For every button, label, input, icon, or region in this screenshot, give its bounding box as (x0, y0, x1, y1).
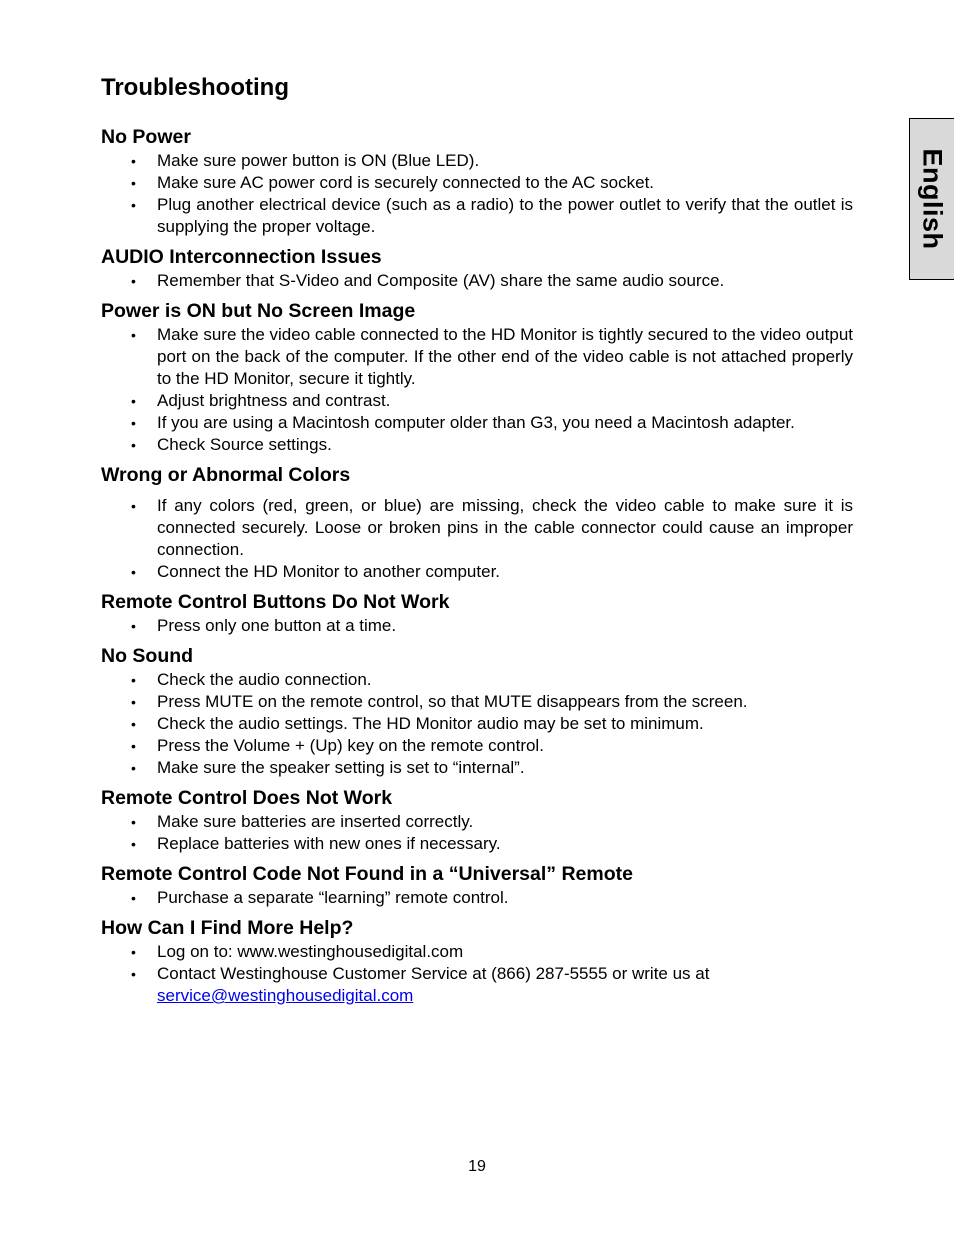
bullet-list (101, 324, 853, 456)
bullet-list (101, 150, 853, 238)
list-item: • Adjust brightness and contrast. (101, 390, 853, 412)
bullet-list (101, 270, 853, 292)
page-content (101, 72, 853, 1013)
list-item: • If any colors (red, green, or blue) are missing, check the video cable to make sure it is connected securely. Loose or broken pins in the cable connector could cause an improper connection. (101, 495, 853, 561)
list-item: • Replace batteries with new ones if necessary. (101, 833, 853, 855)
page-number: 19 (468, 1158, 486, 1175)
bullet-list (101, 495, 853, 583)
list-item: • Make sure the video cable connected to the HD Monitor is tightly secured to the video output port on the back of the computer. If the other end of the video cable is not attached properly to the HD Monitor, secure it tightly. (101, 324, 853, 390)
list-item: • Make sure AC power cord is securely connected to the AC socket. (101, 172, 853, 194)
list-item: • Plug another electrical device (such as a radio) to the power outlet to verify that the outlet is supplying the proper voltage. (101, 194, 853, 238)
list-item: • Log on to: www.westinghousedigital.com (101, 941, 853, 963)
section-no-power (101, 124, 853, 238)
section-no-sound (101, 643, 853, 779)
section-heading: How Can I Find More Help? (101, 917, 354, 939)
section-remote-not-work (101, 785, 853, 855)
list-item: • Press MUTE on the remote control, so that MUTE disappears from the screen. (101, 691, 853, 713)
list-item: • Remember that S-Video and Composite (AV) share the same audio source. (101, 270, 853, 292)
language-tab-label: English (917, 148, 948, 250)
list-item: • If you are using a Macintosh computer older than G3, you need a Macintosh adapter. (101, 412, 853, 434)
section-universal-remote (101, 861, 853, 909)
language-tab (909, 118, 954, 280)
section-heading: Power is ON but No Screen Image (101, 300, 416, 322)
section-remote-buttons (101, 589, 853, 637)
list-item: • Connect the HD Monitor to another computer. (101, 561, 853, 583)
section-abnormal-colors (101, 462, 853, 583)
section-heading: Remote Control Code Not Found in a “Universal” Remote (101, 863, 633, 885)
bullet-list (101, 887, 853, 909)
list-item: • Purchase a separate “learning” remote control. (101, 887, 853, 909)
section-no-screen-image (101, 298, 853, 456)
list-item: • Check Source settings. (101, 434, 853, 456)
section-heading: Wrong or Abnormal Colors (101, 464, 351, 486)
list-item: • Check the audio connection. (101, 669, 853, 691)
page-title: Troubleshooting (101, 74, 289, 101)
bullet-list (101, 811, 853, 855)
section-heading: AUDIO Interconnection Issues (101, 246, 382, 268)
section-heading: Remote Control Buttons Do Not Work (101, 591, 450, 613)
section-more-help (101, 915, 853, 1007)
list-item-contact (101, 963, 853, 1007)
section-heading: No Sound (101, 645, 194, 667)
list-item: • Make sure batteries are inserted correctly. (101, 811, 853, 833)
bullet-list (101, 669, 853, 779)
list-item: • Press only one button at a time. (101, 615, 853, 637)
bullet-list (101, 941, 853, 1007)
list-item: • Check the audio settings. The HD Monitor audio may be set to minimum. (101, 713, 853, 735)
list-item: • Press the Volume + (Up) key on the remote control. (101, 735, 853, 757)
section-heading: Remote Control Does Not Work (101, 787, 393, 809)
bullet-list (101, 615, 853, 637)
section-heading: No Power (101, 126, 191, 148)
section-audio-interconnection (101, 244, 853, 292)
list-item: • Make sure the speaker setting is set to “internal”. (101, 757, 853, 779)
list-item: • Make sure power button is ON (Blue LED). (101, 150, 853, 172)
contact-text: Contact Westinghouse Customer Service at (866) 287-5555 or write us at (157, 964, 710, 983)
email-link[interactable]: service@westinghousedigital.com (157, 986, 414, 1005)
